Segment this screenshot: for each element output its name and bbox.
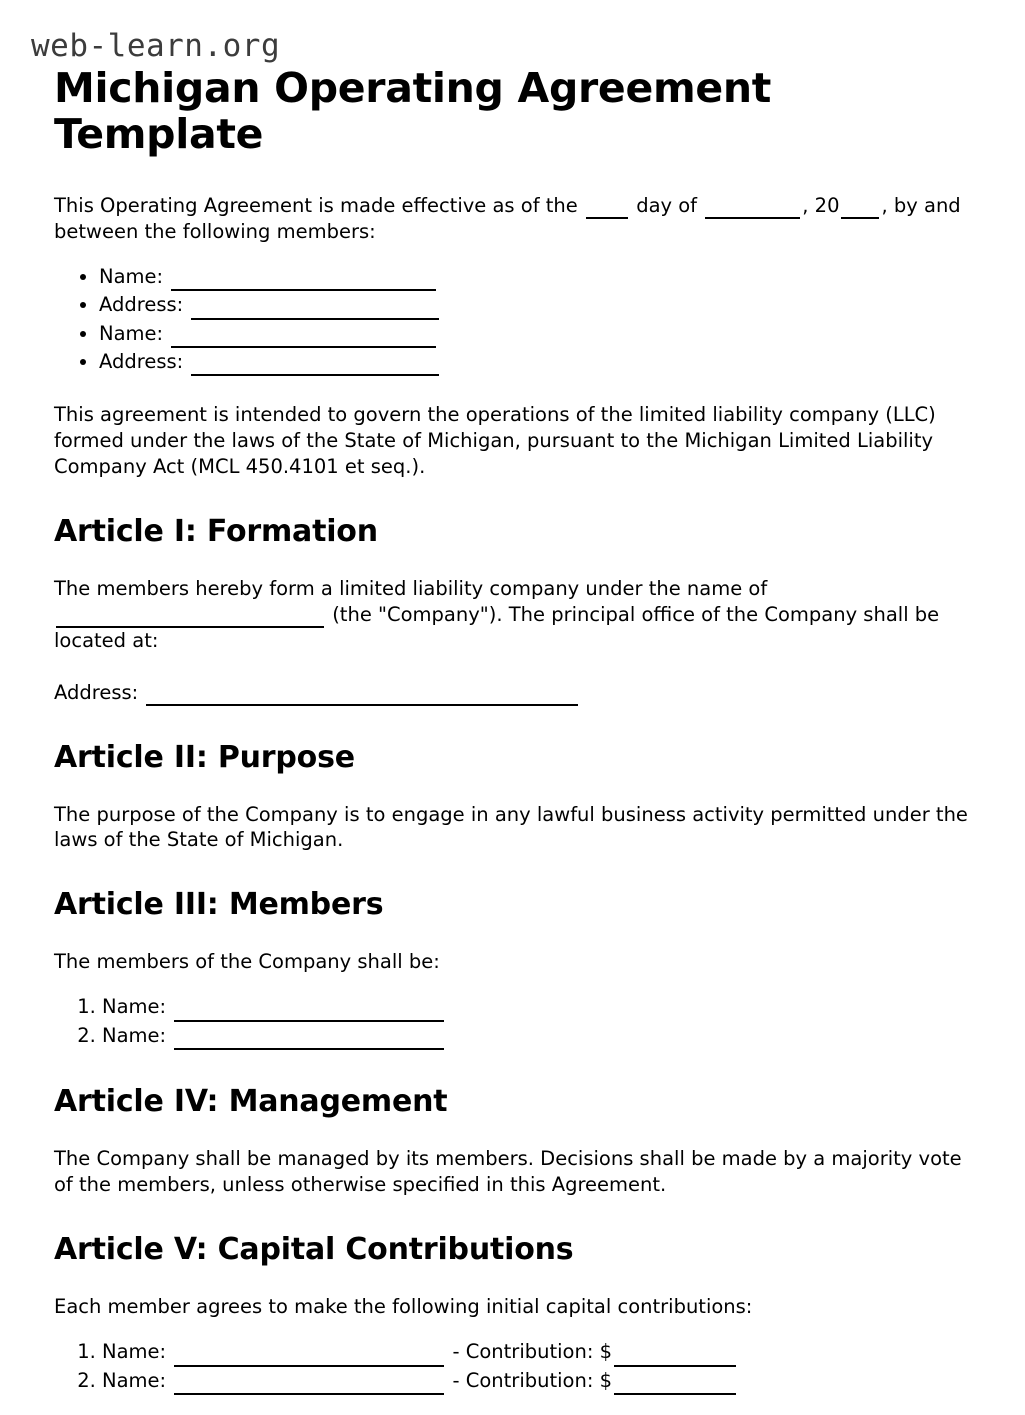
governing-law-paragraph: This agreement is intended to govern the operations of the limited liability company (LLC) formed under the laws of the State of Michigan, pursuant to the Michigan Limited Liability Company Act (MCL 450.4101 et seq.). bbox=[54, 403, 936, 478]
article-heading-ii: Article II: Purpose bbox=[54, 739, 355, 775]
list-item bbox=[102, 993, 985, 1021]
member-field-label: Address: bbox=[99, 293, 184, 317]
contribution-name-label: Name: bbox=[102, 1368, 167, 1392]
list-item bbox=[102, 1338, 985, 1366]
list-item bbox=[99, 348, 985, 376]
site-logo: web-learn.org bbox=[31, 28, 281, 64]
list-item bbox=[99, 291, 985, 319]
member-name-blank-2[interactable] bbox=[171, 328, 436, 348]
contribution-amount-label: - Contribution: $ bbox=[452, 1340, 613, 1364]
member-field-label: Address: bbox=[99, 349, 184, 373]
page-title: Michigan Operating Agreement Template bbox=[54, 63, 772, 158]
article-heading-v: Article V: Capital Contributions bbox=[54, 1232, 574, 1268]
article-iii-intro: The members of the Company shall be: bbox=[54, 950, 440, 974]
article-heading-iv: Article IV: Management bbox=[54, 1084, 448, 1120]
member-name-label: Name: bbox=[102, 995, 167, 1019]
article-i-address-line bbox=[54, 680, 984, 706]
article-iii-name-blank-2[interactable] bbox=[174, 1030, 444, 1050]
article-heading-iii: Article III: Members bbox=[54, 887, 384, 923]
month-blank[interactable] bbox=[705, 199, 800, 219]
list-item bbox=[99, 320, 985, 348]
member-address-blank-1[interactable] bbox=[191, 300, 439, 320]
company-name-blank[interactable] bbox=[56, 608, 324, 628]
list-item bbox=[102, 1367, 985, 1395]
list-item bbox=[99, 263, 985, 291]
article-heading-i: Article I: Formation bbox=[54, 513, 378, 549]
list-item bbox=[102, 1022, 985, 1050]
members-numbered-list bbox=[54, 993, 985, 1050]
article-v-contribution-blank-1[interactable] bbox=[614, 1347, 736, 1367]
principal-address-blank[interactable] bbox=[146, 686, 578, 706]
member-field-label: Name: bbox=[99, 321, 164, 345]
year-blank[interactable] bbox=[841, 199, 879, 219]
member-field-label: Name: bbox=[99, 265, 164, 289]
intro-text-part3: , 20 bbox=[802, 194, 840, 218]
article-i-body bbox=[54, 576, 984, 654]
article-iii-name-blank-1[interactable] bbox=[174, 1002, 444, 1022]
contribution-name-label: Name: bbox=[102, 1340, 167, 1364]
intro-text-part1: This Operating Agreement is made effective as of the bbox=[54, 194, 578, 218]
member-fields-list bbox=[54, 263, 985, 376]
article-i-text-part2: (the "Company"). The principal office of the Company shall be located at: bbox=[54, 602, 940, 652]
article-v-name-blank-2[interactable] bbox=[174, 1375, 444, 1395]
member-name-blank-1[interactable] bbox=[171, 271, 436, 291]
article-v-contribution-blank-2[interactable] bbox=[614, 1375, 736, 1395]
article-ii-body: The purpose of the Company is to engage in any lawful business activity permitted under the laws of the State of Michigan. bbox=[54, 802, 968, 852]
article-v-name-blank-1[interactable] bbox=[174, 1347, 444, 1367]
principal-address-label: Address: bbox=[54, 680, 139, 704]
article-i-text-part1: The members hereby form a limited liability company under the name of bbox=[54, 576, 768, 600]
article-iv-body: The Company shall be managed by its members. Decisions shall be made by a majority vote of the members, unless otherwise specified in this Agreement. bbox=[54, 1147, 962, 1197]
member-name-label: Name: bbox=[102, 1023, 167, 1047]
intro-text-part4: , by and between the following members: bbox=[54, 194, 961, 244]
member-address-blank-2[interactable] bbox=[191, 356, 439, 376]
article-v-intro: Each member agrees to make the following initial capital contributions: bbox=[54, 1295, 753, 1319]
intro-paragraph bbox=[54, 193, 984, 245]
intro-text-part2: day of bbox=[636, 194, 698, 218]
contribution-amount-label: - Contribution: $ bbox=[452, 1368, 613, 1392]
day-blank[interactable] bbox=[586, 199, 628, 219]
contributions-numbered-list bbox=[54, 1338, 985, 1395]
